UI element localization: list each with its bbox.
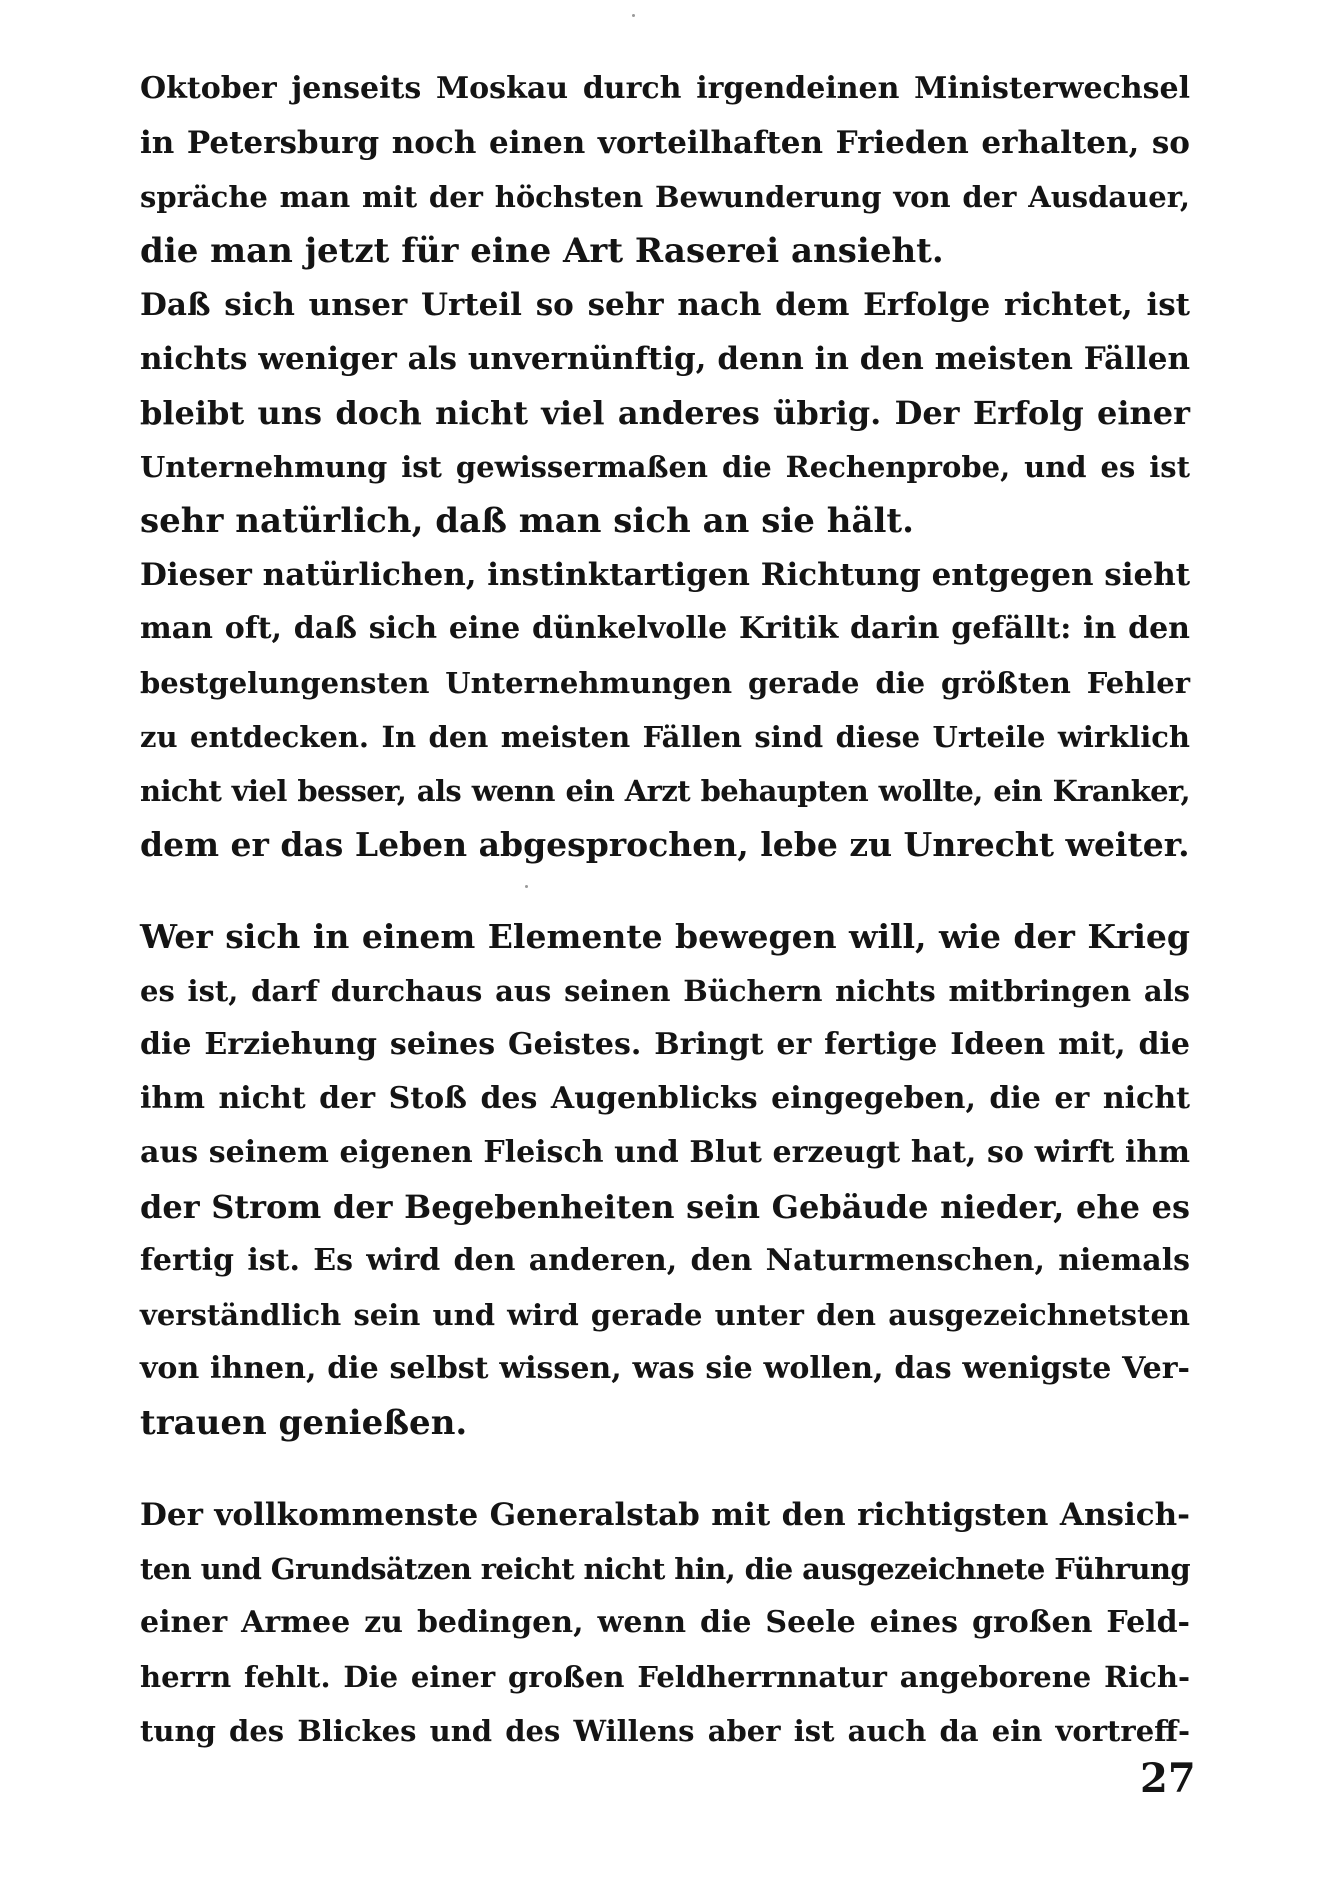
text-line: trauen genießen. [140,1403,468,1443]
text-line: bleibt uns doch nicht viel anderes übrig. Der Erfolg einer [140,394,1190,432]
paper-speck [632,14,635,17]
paragraph-4 [140,910,1190,1450]
text-line: der Strom der Begebenheiten sein Gebäude nieder, ehe es [140,1188,1190,1226]
text-line: man oft, daß sich eine dünkelvolle Kritik darin gefällt: in den [140,611,1190,646]
text-line: in Petersburg noch einen vorteilhaften Frieden erhalten, so [140,125,1190,161]
text-line: es ist, darf durchaus aus seinen Büchern nichts mitbringen als [140,974,1190,1008]
text-line: nichts weniger als unvernünftig, denn in den meisten Fällen [140,341,1190,377]
text-line: einer Armee zu bedingen, wenn die Seele eines großen Feld- [140,1605,1190,1640]
paper-speck [525,885,528,888]
paragraph-5 [140,1488,1190,1758]
text-line: nicht viel besser, als wenn ein Arzt behaupten wollte, ein Kranker, [140,774,1190,808]
text-line: zu entdecken. In den meisten Fällen sind diese Urteile wirklich [140,720,1190,754]
text-line: fertig ist. Es wird den anderen, den Naturmenschen, niemals [140,1243,1190,1278]
text-line: die Erziehung seines Geistes. Bringt er fertige Ideen mit, die [140,1027,1190,1062]
text-line: Oktober jenseits Moskau durch irgendeinen Ministerwechsel [140,71,1190,106]
text-line: dem er das Leben abgesprochen, lebe zu Unrecht weiter. [140,825,1190,864]
text-line: von ihnen, die selbst wissen, was sie wollen, das wenigste Ver- [140,1351,1190,1386]
page-number: 27 [1140,1755,1196,1802]
text-line: bestgelungensten Unternehmungen gerade die größten Fehler [140,666,1190,700]
paragraph-3 [140,548,1190,872]
text-line: Dieser natürlichen, instinktartigen Richtung entgegen sieht [140,557,1191,593]
text-line: herrn fehlt. Die einer großen Feldherrnnatur angeborene Rich- [140,1660,1190,1694]
text-line: ten und Grundsätzen reicht nicht hin, die ausgezeichnete Führung [140,1552,1190,1586]
text-line: tung des Blickes und des Willens aber ist auch da ein vortreff- [140,1714,1190,1748]
text-line: Unternehmung ist gewissermaßen die Rechenprobe, und es ist [140,450,1190,484]
paragraph-1 [140,62,1190,278]
text-line: die man jetzt für eine Art Raserei ansieht. [140,231,944,271]
text-line: Der vollkommenste Generalstab mit den richtigsten Ansich- [140,1497,1190,1533]
paragraph-2 [140,278,1190,548]
text-line: spräche man mit der höchsten Bewunderung von der Ausdauer, [140,180,1190,214]
text-line: aus seinem eigenen Fleisch und Blut erzeugt hat, so wirft ihm [140,1135,1190,1170]
text-line: ihm nicht der Stoß des Augenblicks eingegeben, die er nicht [140,1081,1190,1116]
text-line: Wer sich in einem Elemente bewegen will, wie der Krieg [140,917,1190,956]
text-line: Daß sich unser Urteil so sehr nach dem Erfolge richtet, ist [140,287,1190,323]
text-line: verständlich sein und wird gerade unter den ausgezeichnetsten [140,1298,1190,1332]
text-line: sehr natürlich, daß man sich an sie hält. [140,501,914,541]
